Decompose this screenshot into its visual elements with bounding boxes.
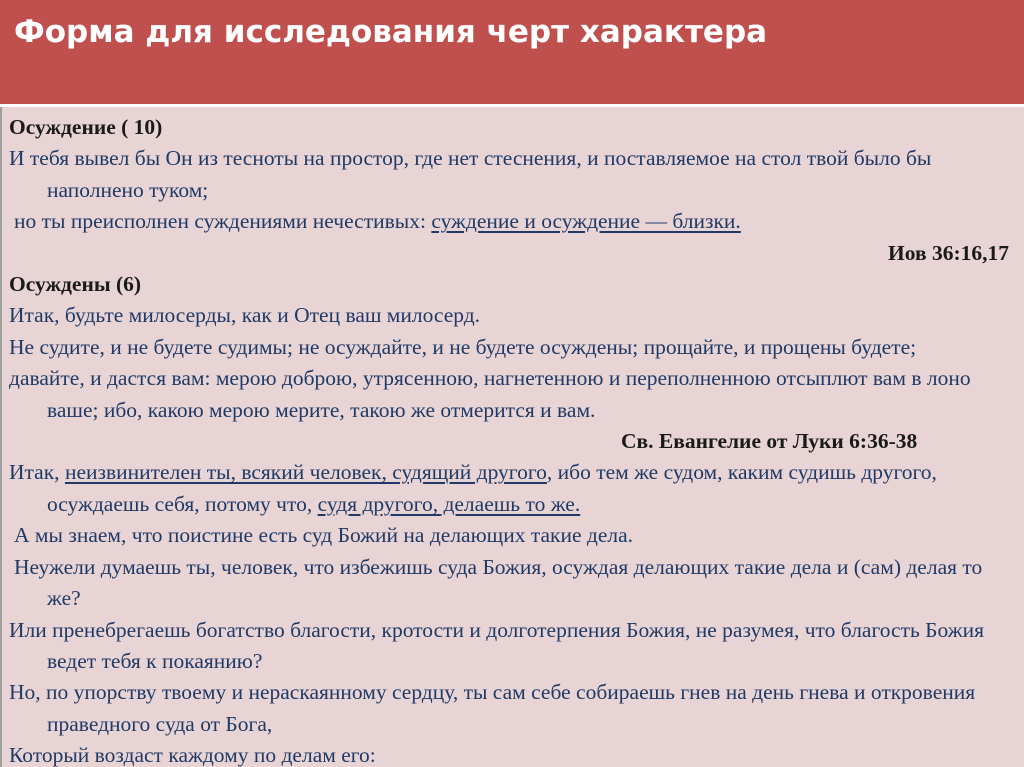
section-heading-judgment: Осуждение ( 10)	[9, 115, 163, 139]
verse-luke-38: давайте, и дастся вам: мерою доброю, утрясенною, нагнетенною и переполненною отсыплют вам в лоно ваше; ибо, какою мерою мерите, такою же отмерится и вам.	[9, 366, 971, 422]
verse-romans-1-underlined-2: судя другого, делаешь то же.	[317, 491, 581, 516]
verse-job-2	[9, 206, 1019, 237]
verse-romans-1	[9, 457, 1019, 520]
verse-romans-2: А мы знаем, что поистине есть суд Божий на делающих такие дела.	[14, 523, 634, 548]
verse-job-2-text: но ты преисполнен суждениями нечестивых:	[14, 209, 432, 234]
verse-romans-1-a: Итак,	[9, 460, 65, 485]
verse-romans-3: Неужели думаешь ты, человек, что избежишь суда Божия, осуждая делающих такие дела и (сам) делая то же?	[14, 554, 983, 611]
verse-romans-1-underlined-1: неизвинителен ты, всякий человек, судящий другого	[64, 460, 547, 485]
section-heading-condemned: Осуждены (6)	[9, 272, 142, 297]
verse-luke-36: Итак, будьте милосерды, как и Отец ваш милосерд.	[9, 303, 481, 328]
slide-title: Форма для исследования черт характера	[14, 14, 768, 50]
reference-luke: Св. Евангелие от Луки 6:36-38	[621, 429, 918, 454]
slide-content	[0, 107, 1024, 767]
text-body	[9, 112, 1019, 767]
verse-luke-37: Не судите, и не будете судимы; не осуждайте, и не будете осуждены; прощайте, и прощены будете;	[9, 334, 917, 359]
slide-header	[0, 0, 1024, 104]
verse-romans-4: Или пренебрегаешь богатство благости, кротости и долготерпения Божия, не разумея, что благость Божия ведет тебя к покаянию?	[9, 617, 984, 673]
verse-job-1: И тебя вывел бы Он из тесноты на простор, где нет стеснения, и поставляемое на стол твой было бы наполнено туком;	[9, 146, 932, 202]
verse-romans-5: Но, по упорству твоему и нераскаянному сердцу, ты сам себе собираешь гнев на день гнева и откровения праведного суда от Бога,	[9, 680, 976, 736]
reference-job: Иов 36:16,17	[888, 240, 1009, 265]
verse-romans-6: Который воздаст каждому по делам его:	[9, 743, 376, 767]
verse-romans-1-b: , ибо тем же судом, каким судишь другого, осуждаешь себя, потому что,	[47, 460, 937, 516]
verse-job-2-underlined: суждение и осуждение — близки.	[431, 209, 741, 234]
